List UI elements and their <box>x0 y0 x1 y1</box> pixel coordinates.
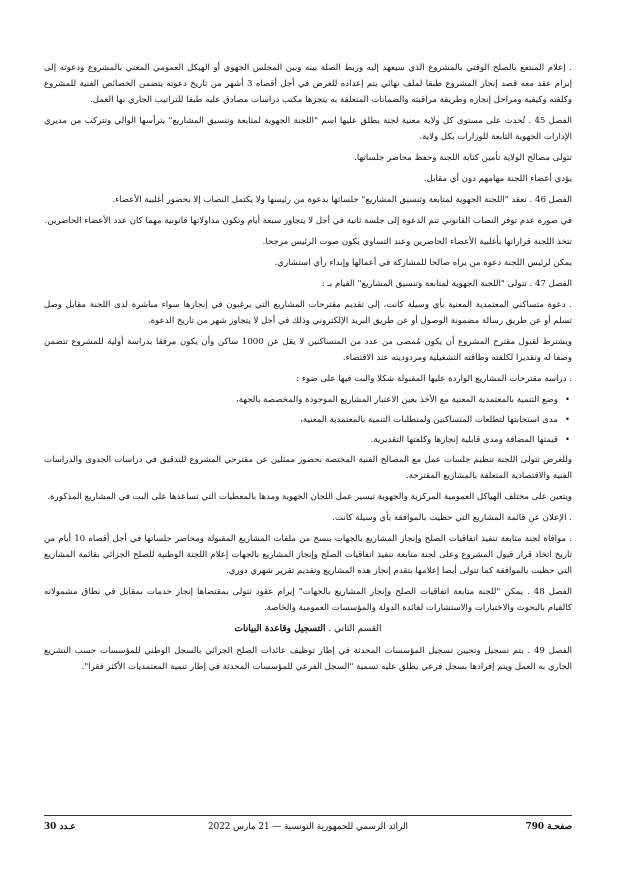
paragraph: يؤدي أعضاء اللجنة مهامهم دون أي مقابل. <box>423 174 572 184</box>
paragraph: ويتعين على مختلف الهياكل العمومية المركزية والجهوية تيسير عمل اللجان الجهوية ومدها بالمعطيات التي تساعدها على البت في المشاريع المذكورة. <box>47 492 572 502</box>
paragraph: ويشترط لقبول مقترح المشروع أن يكون مُمضى من عدد من المتساكنين لا يقل عن 1000 ساكن وأن يكون مرفقا بدراسة أولية للمشروع تتضمن وصفا له وتقديرا لكلفته وطاقته التشغيلية ومردوديته عند الاقتضاء. <box>44 337 572 363</box>
document-body <box>44 60 572 680</box>
article-49: الفصل 49 . يتم تسجيل وتحيين تسجيل المؤسسات المحدثة في إطار توظيف عائدات الصلح الجزائي بالسجل الوطني للمؤسسات حسب التشريع الجاري به العمل ويتم إفرادها بسجل فرعي يطلق عليه تسمية "السجل الفرعي للمؤسسات المحدثة في إطار تنمية المعتمديات الأكثر فقرا". <box>44 646 573 672</box>
list-item: • وضع التنمية بالمعتمدية المعنية مع الأخذ بعين الاعتبار المشاريع الموجودة والمخصصة بالجهة، <box>44 392 572 408</box>
paragraph: يمكن لرئيس اللجنة دعوة من يراه صالحا للمشاركة في أعمالها وإبداء رأي استشاري. <box>274 258 572 268</box>
paragraph: . موافاة لجنة متابعة تنفيذ اتفاقيات الصلح وإنجاز المشاريع بالجهات بنسخ من ملفات المشاريع المقبولة ومحاضر جلساتها في أجل أقصاه 10 أيام من تاريخ اتخاذ قرار قبول المشروع وعلى لجنة متابعة تنفيذ اتفاقيات الصلح وإنجاز المشاريع بالجهات إعلام اللجنة الوطنية للصلح الجزائي بقائمة المشاريع التي حظيت بالموافقة كما تتولى أيضا إعلامها بتقدم إنجاز هذه المشاريع وتقديم تقرير شهري دوري. <box>44 534 573 576</box>
issue-number: عـدد 30 <box>44 822 76 832</box>
paragraph: . دراسة مقترحات المشاريع الواردة عليها المقبولة شكلا والبت فيها على ضوء : <box>296 374 572 384</box>
section-heading: التسجيل وقاعدة البيانات <box>234 624 326 634</box>
paragraph: في صورة عدم توفر النصاب القانوني تتم الدعوة إلى جلسة ثانية في أجل لا يتجاوز سبعة أيام وتكون مداولاتها قانونية مهما كان عدد الأعضاء الحاضرين. <box>44 216 572 226</box>
paragraph: . الإعلان عن قائمة المشاريع التي حظيت بالموافقة بأي وسيلة كانت. <box>332 513 572 523</box>
paragraph: وللغرض تتولى اللجنة تنظيم جلسات عمل مع المصالح الفنية المختصة بحضور ممثلين عن مقترحي المشروع للتدقيق في دراسات الجدوى والدراسات الفنية والاقتصادية المتعلقة بالمشاريع المقترحة. <box>44 455 572 481</box>
article-48: الفصل 48 . يمكن "للجنة متابعة اتفاقيات الصلح وإنجاز المشاريع بالجهات" إبرام عقود تتولى بمقتضاها إنجاز خدمات بمقابل في نطاق مشمولاته كالقيام بالبحوث والاختبارات والاستشارات لفائدة الدولة والمؤسسات العمومية والخاصة. <box>44 587 573 613</box>
list-item: • قيمتها المضافة ومدى قابلية إنجازها وكلفتها التقديرية. <box>44 432 572 448</box>
paragraph: . إعلام المنتفع بالصلح الوقتي بالمشروع الذي سيعهد إليه وربط الصلة بينه وبين المجلس الجهوي أو الهيكل العمومي المعني بالمشروع ودعوته إلى إبرام عقد معه قصد إنجاز المشروع طبقا لملف نهائي يتم إعداده للغرض في أجل أقصاه 3 أشهر من تاريخ دعوته يتضمن الخصائص الفنية للمشروع وكلفته وكيفية ومراحل إنجازه وطريقة مراقبته والضمانات المتعلقة به يتجزها مكتب دراسات مصادق عليه طبقا للتراتيب الجاري بها العمل. <box>44 63 572 105</box>
article-46: الفصل 46 . تعقد "اللجنة الجهوية لمتابعة وتنسيق المشاريع" جلساتها بدعوة من رئيسها ولا يكتمل النصاب إلا بحضور أغلبية الأعضاء. <box>112 195 572 205</box>
journal-title: الرائد الرسمي للجمهورية التونسية — 21 مارس 2022 <box>208 822 408 832</box>
paragraph: تتخذ اللجنة قراراتها بأغلبية الأعضاء الحاضرين وعند التساوي يكون صوت الرئيس مرجحا. <box>262 237 572 247</box>
paragraph: تتولى مصالح الولاية تأمين كتابة اللجنة وحفظ محاضر جلساتها. <box>354 153 572 163</box>
footer-divider <box>44 815 572 816</box>
list-item: • مدى استجابتها لتطلعات المتساكنين ولمتطلبات التنمية بالمعتمدية المعنية، <box>44 412 572 428</box>
page-number: صفحـة 790 <box>525 822 572 832</box>
article-47: الفصل 47 . تتولى "اللجنة الجهوية لمتابعة وتنسيق المشاريع" القيام بـ : <box>321 279 572 289</box>
section-title <box>44 621 572 637</box>
page-footer <box>44 822 572 838</box>
paragraph: . دعوة متساكني المعتمدية المعنية بأي وسيلة كانت، إلى تقديم مقترحات المشاريع التي يرغبون في إنجازها سواء مباشرة لدى اللجنة مقابل وصل تسلم أو عن طريق رسالة مضمونة الوصول أو عن طريق البريد الإلكتروني وذلك في أجل لا يتجاوز شهر من تاريخ الدعوة. <box>44 300 572 326</box>
section-prefix: القسم الثاني . <box>325 624 382 634</box>
article-45: الفصل 45 . تُحدث على مستوى كل ولاية معنية لجنة يطلق عليها اسم "اللجنة الجهوية لمتابعة وتنسيق المشاريع" يترأسها الوالي وتتركب من مديري الإدارات الجهوية التابعة للوزارات بكل ولاية. <box>44 116 572 142</box>
